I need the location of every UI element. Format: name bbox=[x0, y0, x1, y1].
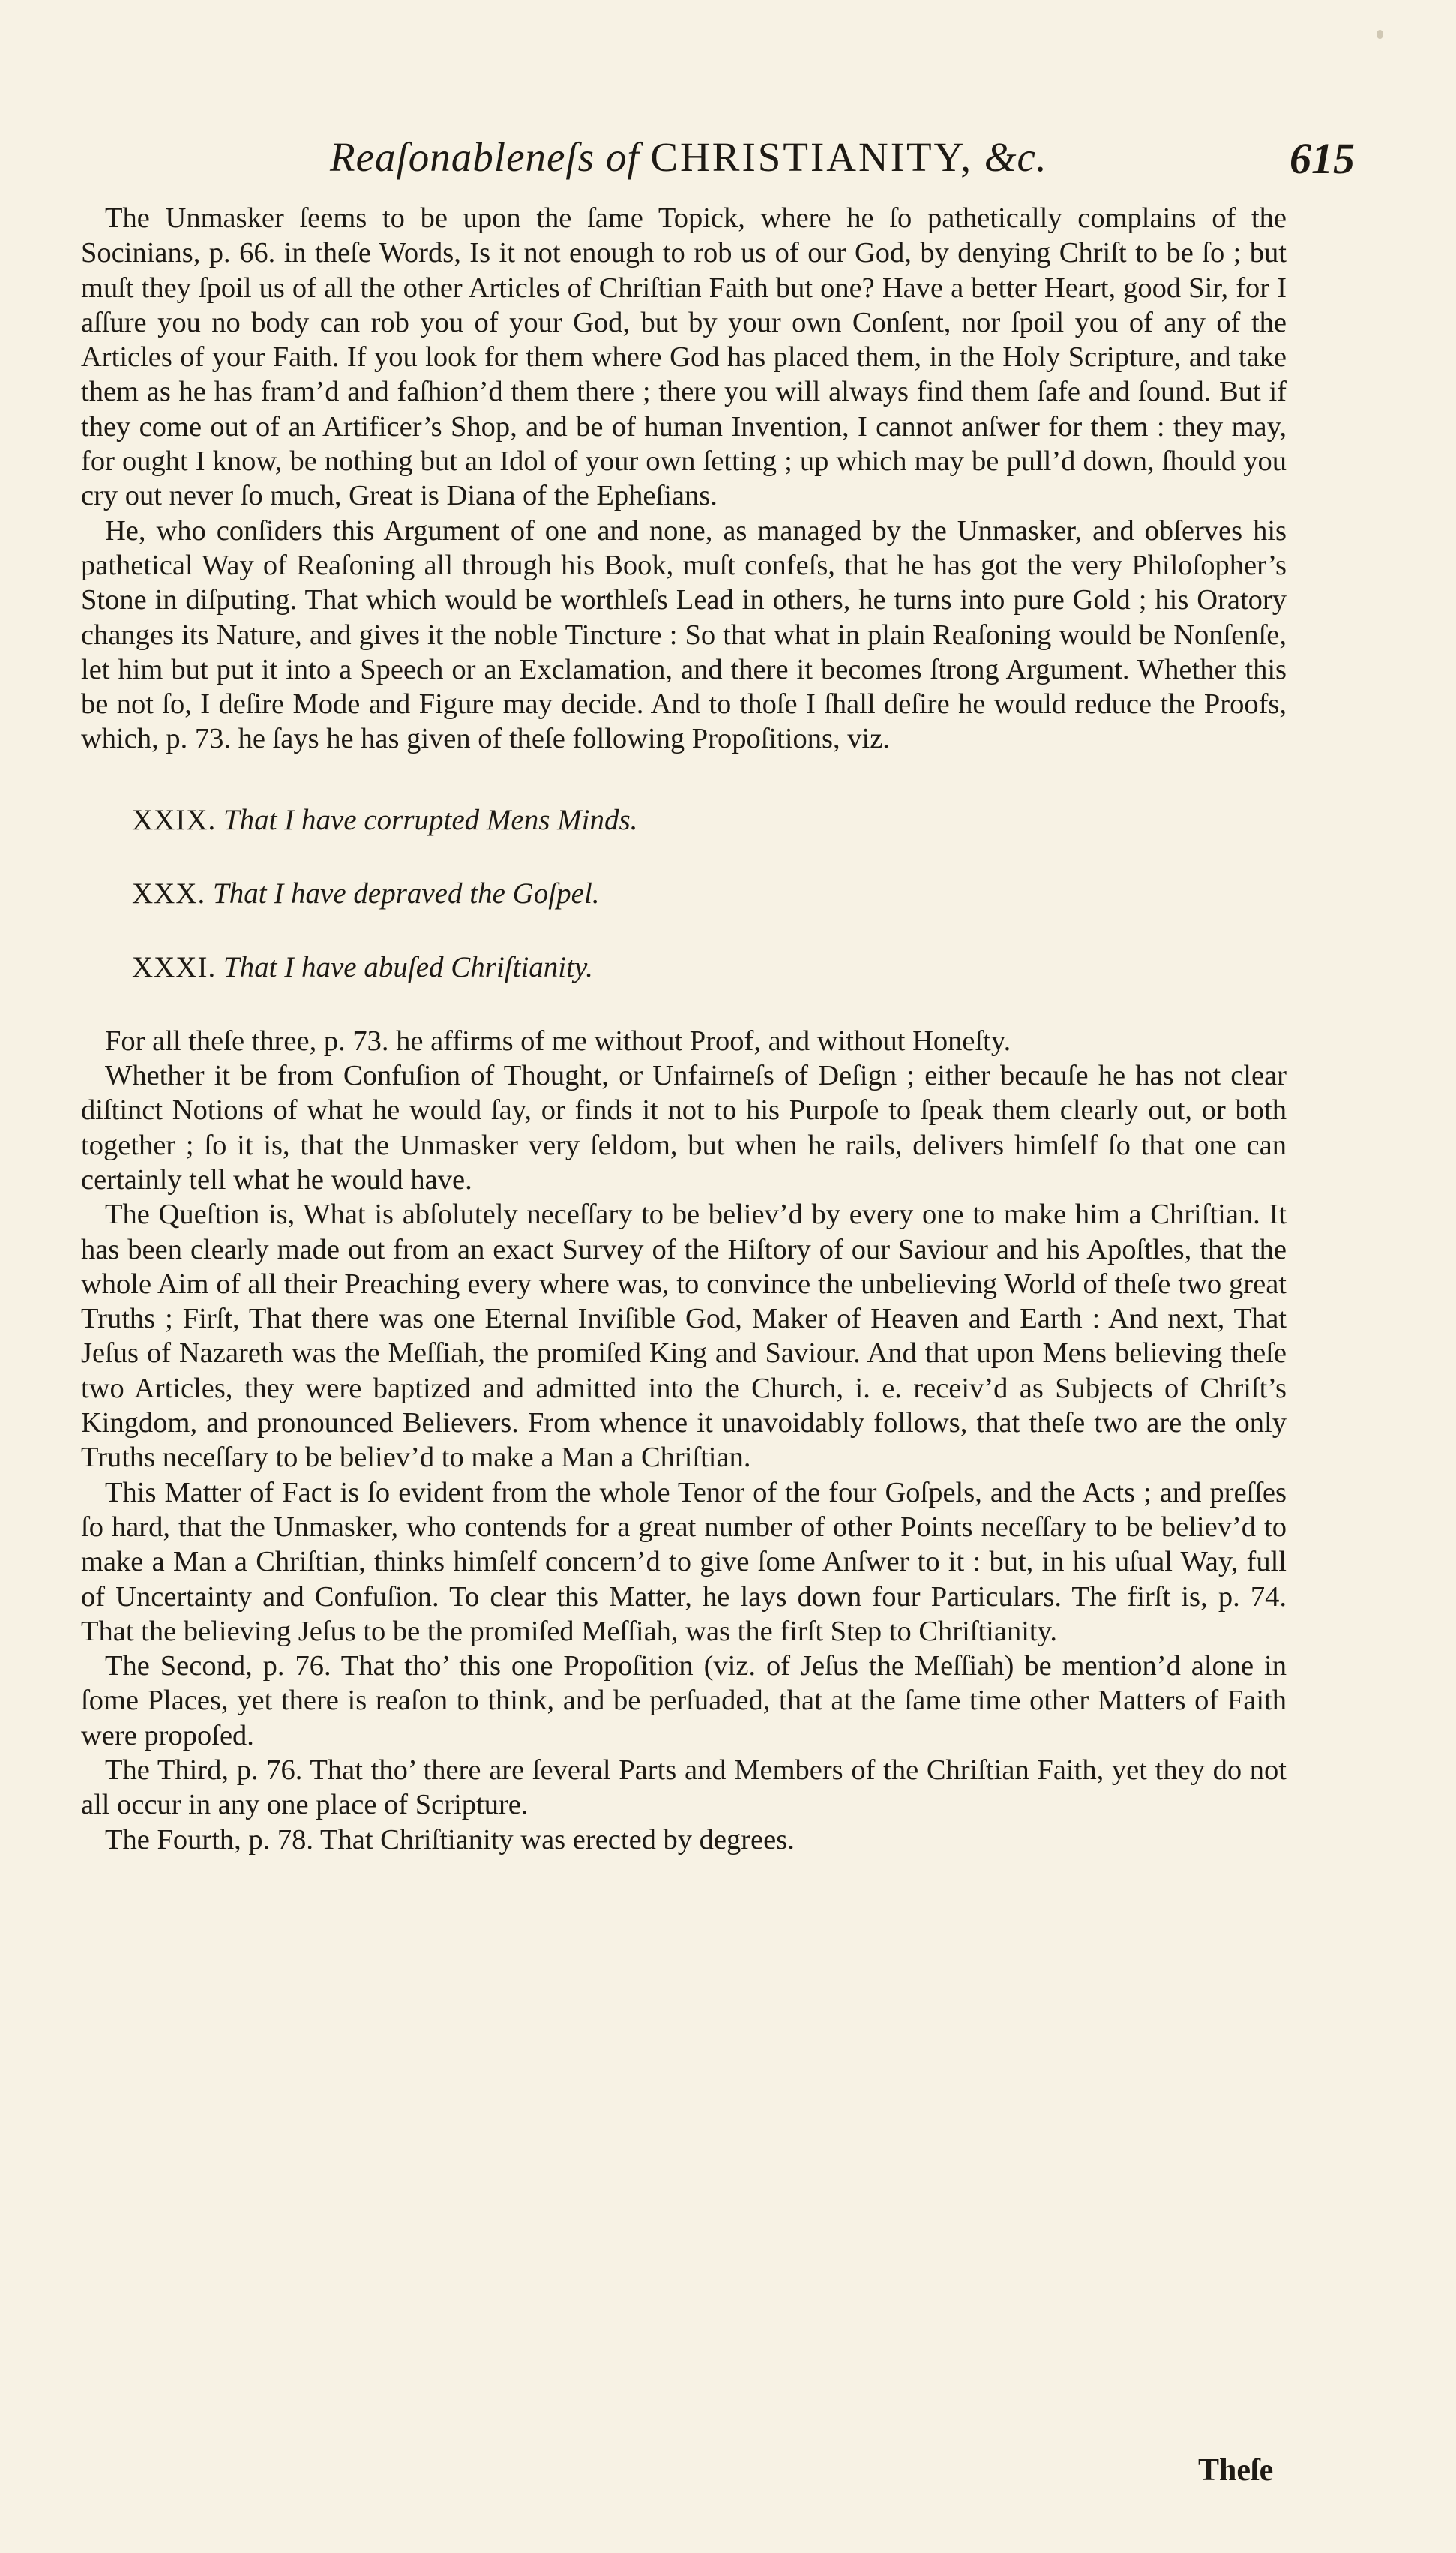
running-head bbox=[0, 128, 1456, 195]
catchword: Theſe bbox=[1198, 2453, 1274, 2488]
paragraph: This Matter of Fact is ſo evident from the whole Tenor of the four Goſpels, and the Acts ; and preſſes ſo hard, that the Unmasker, who contends for a great number of other Points neceſſary to be believ’d to make a Man a Chriſtian, thinks himſelf concern’d to give ſome Anſwer to it : but, in his uſual Way, full of Uncertainty and Confuſion. To clear this Matter, he lays down four Particulars. The firſt is, p. 74. That the believing Jeſus to be the promiſed Meſſiah, was the firſt Step to Chriſtianity. bbox=[81, 1476, 1287, 1647]
paragraph: For all theſe three, p. 73. he affirms of me without Proof, and without Honeſty. bbox=[105, 1024, 1011, 1057]
paragraph: The Unmasker ſeems to be upon the ſame Topick, where he ſo pathetically complains of the Socinians, p. 66. in theſe Words, Is it not enough to rob us of our God, by denying Chriſt to be ſo ; but muſt they ſpoil us of all the other Articles of Chriſtian Faith but one? Have a better Heart, good Sir, for I aſſure you no body can rob you of your God, but by your own Conſent, nor ſpoil you of any of the Articles of your Faith. If you look for them where God has placed them, in the Holy Scripture, and take them as he has fram’d and faſhion’d them there ; there you will always find them ſafe and ſound. But if they come out of an Artificer’s Shop, and be of human Invention, I cannot anſwer for them : they may, for ought I know, be nothing but an Idol of your own ſetting ; up which may be pull’d down, ſhould you cry out never ſo much, Great is Diana of the Epheſians. bbox=[81, 202, 1287, 512]
proposition-text: That I have depraved the Goſpel. bbox=[213, 877, 600, 910]
paragraph: The Fourth, p. 78. That Chriſtianity was erected by degrees. bbox=[105, 1823, 795, 1856]
paragraph: He, who conſiders this Argument of one and none, as managed by the Unmasker, and obſerves his pathetical Way of Reaſoning all through his Book, muſt confeſs, that he has got the very Philoſopher’s Stone in diſputing. That which would be worthleſs Lead in others, he turns into pure Gold ; his Oratory changes its Nature, and gives it the noble Tincture : So that what in plain Reaſoning would be Nonſenſe, let him but put it into a Speech or an Exclamation, and there it becomes ſtrong Argument. Whether this be not ſo, I deſire Mode and Figure may decide. And to thoſe I ſhall deſire he would reduce the Proofs, which, p. 73. he ſays he has given of theſe following Propoſitions, viz. bbox=[81, 514, 1287, 755]
proposition-number: XXIX. bbox=[132, 803, 217, 836]
running-title-italic: Reaſonableneſs of bbox=[330, 134, 640, 180]
body-text bbox=[81, 201, 1287, 1857]
page-number: 615 bbox=[1290, 134, 1355, 183]
paper-spot bbox=[1377, 30, 1383, 39]
running-title bbox=[330, 134, 1047, 181]
paragraph: The Queſtion is, What is abſolutely neceſſary to be believ’d by every one to make him a Chriſtian. It has been clearly made out from an exact Survey of the Hiſtory of our Saviour and his Apoſtles, that the whole Aim of all their Preaching every where was, to convince the unbelieving World of theſe two great Truths ; Firſt, That there was one Eternal Inviſible God, Maker of Heaven and Earth : And next, That Jeſus of Nazareth was the Meſſiah, the promiſed King and Saviour. And that upon Mens believing theſe two Articles, they were baptized and admitted into the Church, i. e. receiv’d as Subjects of Chriſt’s Kingdom, and pronounced Believers. From whence it unavoidably follows, that theſe two are the only Truths neceſſary to be believ’d to make a Man a Chriſtian. bbox=[81, 1198, 1287, 1474]
proposition-text: That I have abuſed Chriſtianity. bbox=[223, 950, 593, 983]
running-title-etc: &c. bbox=[984, 134, 1047, 180]
proposition-number: XXX. bbox=[132, 877, 206, 910]
paragraph: Whether it be from Confuſion of Thought, or Unfairneſs of Deſign ; either becauſe he has not clear diſtinct Notions of what he would ſay, or finds it not to his Purpoſe to ſpeak them clearly out, or both together ; ſo it is, that the Unmasker very ſeldom, but when he rails, delivers himſelf ſo that one can certainly tell what he would have. bbox=[81, 1060, 1287, 1196]
proposition-number: XXXI. bbox=[132, 950, 217, 983]
proposition-text: That I have corrupted Mens Minds. bbox=[223, 803, 638, 836]
proposition-item bbox=[132, 803, 1287, 838]
paragraph: The Second, p. 76. That tho’ this one Propoſition (viz. of Jeſus the Meſſiah) be mention’d alone in ſome Places, yet there is reaſon to think, and be perſuaded, that at the ſame time other Matters of Faith were propoſed. bbox=[81, 1650, 1287, 1751]
proposition-item bbox=[132, 877, 1287, 911]
propositions-list bbox=[132, 803, 1287, 985]
paragraph: The Third, p. 76. That tho’ there are ſeveral Parts and Members of the Chriſtian Faith, yet they do not all occur in any one place of Scripture. bbox=[81, 1754, 1287, 1821]
paragraphs-after bbox=[81, 1024, 1287, 1857]
running-title-caps: CHRISTIANITY, bbox=[650, 134, 973, 180]
proposition-item bbox=[132, 950, 1287, 985]
